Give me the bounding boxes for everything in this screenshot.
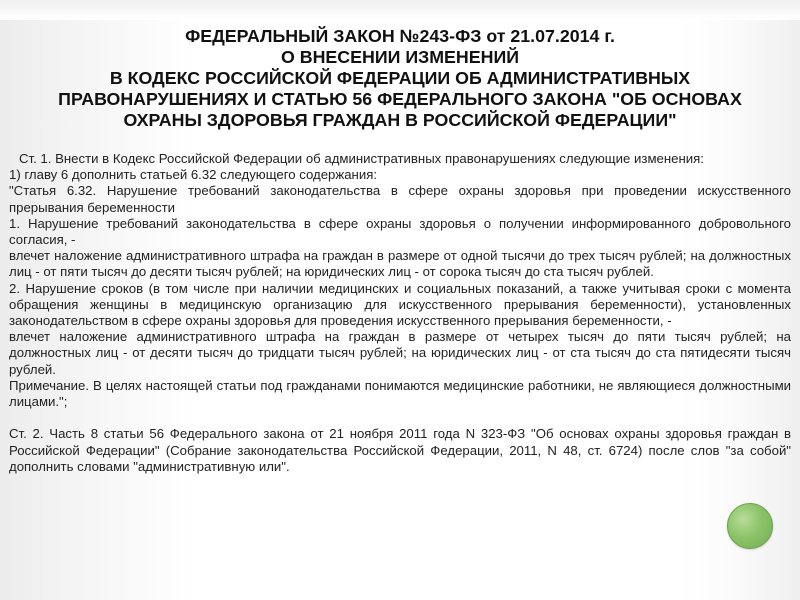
title-line: О ВНЕСЕНИИ ИЗМЕНЕНИЙ: [280, 47, 520, 67]
decorative-green-circle: [727, 503, 773, 549]
article-2-paragraph: Ст. 2. Часть 8 статьи 56 Федерального закона от 21 ноября 2011 года N 323-ФЗ "Об основах охраны здоровья граждан в Российской Федерации" (Собрание законодательства Российской Федерации, 2011, N 48, ст. 6724) после слов "за собой" дополнить словами "административную или".: [9, 426, 791, 474]
title-line: ПРАВОНАРУШЕНИЯХ И СТАТЬЮ 56 ФЕДЕРАЛЬНОГО ЗАКОНА "ОБ ОСНОВАХ: [58, 89, 742, 109]
title-line: ОХРАНЫ ЗДОРОВЬЯ ГРАЖДАН В РОССИЙСКОЙ ФЕДЕРАЦИИ": [123, 110, 677, 130]
law-text-body: [9, 151, 791, 475]
part-1-offense: 1. Нарушение требований законодательства в сфере охраны здоровья о получении информированного добровольного согласия, -: [9, 215, 791, 248]
article-6-32-heading: "Статья 6.32. Нарушение требований законодательства в сфере охраны здоровья при проведении искусственного прерывания беременности: [9, 183, 791, 215]
chapter-6-amendment: 1) главу 6 дополнить статьей 6.32 следующего содержания:: [9, 167, 378, 183]
article-1-intro: Ст. 1. Внести в Кодекс Российской Федерации об административных правонарушениях следующие изменения:: [19, 151, 704, 166]
part-1-penalty: влечет наложение административного штрафа на граждан в размере от одной тысячи до трех тысяч рублей; на должностных лиц - от пяти тысяч до десяти тысяч рублей; на юридических лиц - от сорока тысяч до ста тысяч рублей.: [9, 248, 791, 280]
note-paragraph: Примечание. В целях настоящей статьи под гражданами понимаются медицинские работники, не являющиеся должностными лицами.";: [9, 377, 791, 410]
slide-title: [0, 26, 800, 131]
background-gradient-top: [0, 0, 800, 20]
title-line: ФЕДЕРАЛЬНЫЙ ЗАКОН №243-ФЗ от 21.07.2014 г.: [185, 26, 615, 46]
part-2-offense: 2. Нарушение сроков (в том числе при наличии медицинских и социальных показаний, а также учитывая сроки с момента обращения женщины в медицинскую организацию для искусственного прерывания беременности), установленных законодательством в сфере охраны здоровья для проведения искусственного прерывания беременности, -: [9, 280, 791, 329]
part-2-penalty: влечет наложение административного штрафа на граждан в размере от четырех тысяч до пяти тысяч рублей; на должностных лиц - от десяти тысяч до тридцати тысяч рублей; на юридических лиц - от ста тысяч до ста пятидесяти тысяч рублей.: [9, 329, 791, 377]
paragraph-spacer: [9, 410, 791, 426]
title-line: В КОДЕКС РОССИЙСКОЙ ФЕДЕРАЦИИ ОБ АДМИНИСТРАТИВНЫХ: [109, 68, 691, 88]
